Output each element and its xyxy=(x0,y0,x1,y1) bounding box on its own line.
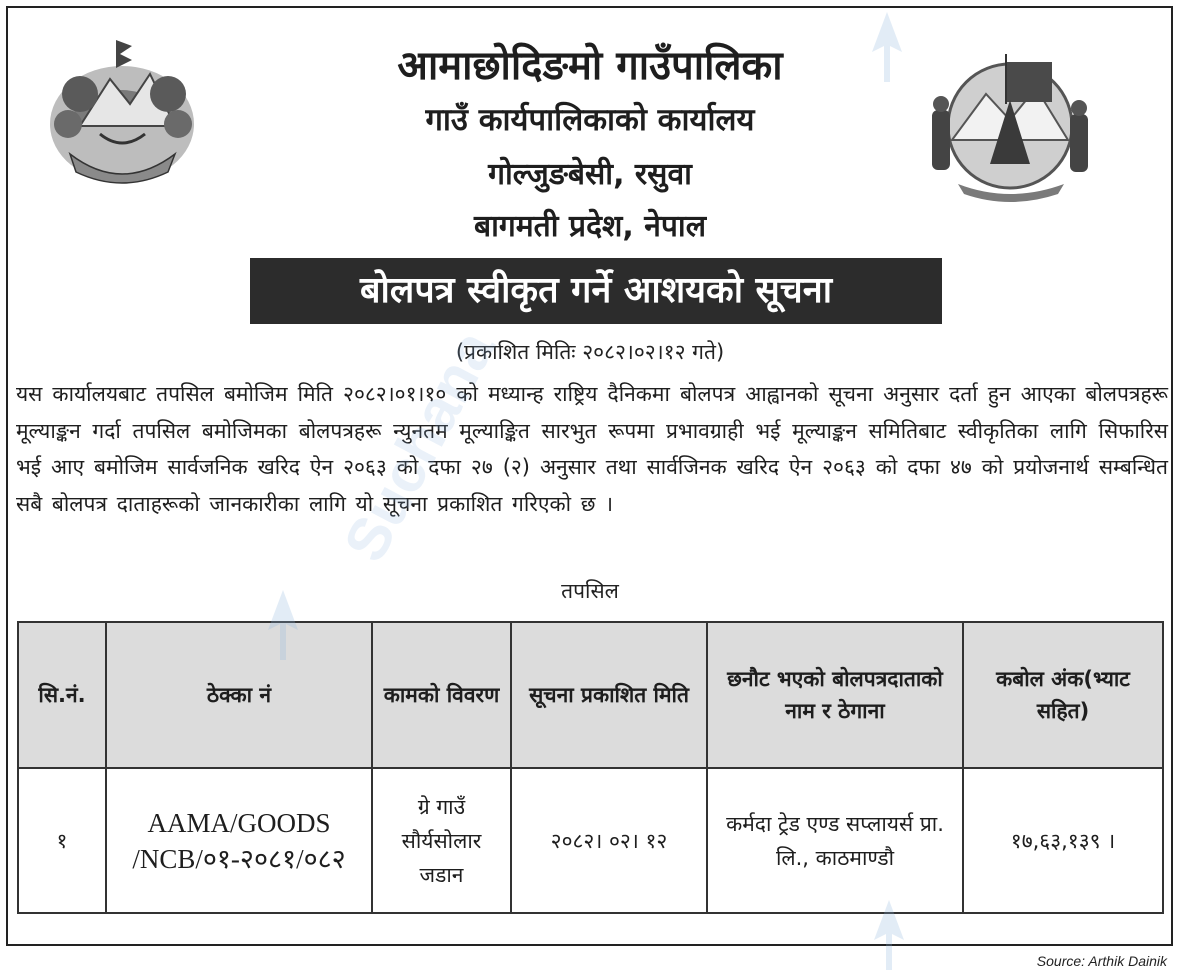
award-table xyxy=(17,621,1164,914)
cell-bid-amount: १७,६३,१३९ । xyxy=(963,768,1163,913)
municipality-logo-icon xyxy=(918,44,1098,204)
col-header-sn: सि.नं. xyxy=(18,622,106,768)
office-type: गाउँ कार्यपालिकाको कार्यालय xyxy=(425,102,755,138)
office-location: गोल्जुङबेसी, रसुवा xyxy=(488,157,692,192)
office-province: बागमती प्रदेश, नेपाल xyxy=(473,209,707,244)
table-row xyxy=(18,768,1163,913)
cell-notice-date: २०८२। ०२। १२ xyxy=(511,768,707,913)
cell-work-description: ग्रे गाउँ सौर्यसोलार जडान xyxy=(372,768,511,913)
watermark-text: Suchana xyxy=(330,319,508,572)
col-header-notice-date: सूचना प्रकाशित मिति xyxy=(511,622,707,768)
cell-sn: १ xyxy=(18,768,106,913)
schedule-label: तपसिल xyxy=(561,579,619,603)
source-credit: Source: Arthik Dainik xyxy=(1036,953,1167,969)
published-date: (प्रकाशित मितिः २०८२।०२।१२ गते) xyxy=(455,340,725,364)
cell-bidder: कर्मदा ट्रेड एण्ड सप्लायर्स प्रा. लि., काठमाण्डौ xyxy=(707,768,963,913)
col-header-bid-amount: कबोल अंक(भ्याट सहित) xyxy=(963,622,1163,768)
col-header-contract-no: ठेक्का नं xyxy=(106,622,372,768)
notice-title: बोलपत्र स्वीकृत गर्ने आशयको सूचना xyxy=(250,258,942,324)
office-name: आमाछोदिङमो गाउँपालिका xyxy=(397,43,783,89)
col-header-bidder: छनौट भएको बोलपत्रदाताको नाम र ठेगाना xyxy=(707,622,963,768)
cell-contract-no: AAMA/GOODS /NCB/०१-२०८१/०८२ xyxy=(106,768,372,913)
table-header-row xyxy=(18,622,1163,768)
col-header-work-description: कामको विवरण xyxy=(372,622,511,768)
notice-body: यस कार्यालयबाट तपसिल बमोजिम मिति २०८२।०१।१० को मध्यान्ह राष्ट्रिय दैनिकमा बोलपत्र आह्वानको सूचना अनुसार दर्ता हुन आएका बोलपत्रहरू मूल्याङ्कन गर्दा तपसिल बमोजिमका बोलपत्रहरू न्युनतम मूल्याङ्कित सारभुत रूपमा प्रभावग्राही भई मूल्याङ्कन समितिबाट स्वीकृतिका लागि सिफारिस भई आए बमोजिम सार्वजनिक खरिद ऐन २०६३ को दफा २७ (२) अनुसार तथा सार्वजिनक खरिद ऐन २०६३ को दफा ४७ को प्रयोजनार्थ सम्बन्धित सबै बोलपत्र दाताहरूको जानकारीका लागि यो सूचना प्रकाशित गरिएको छ । xyxy=(16,382,1168,516)
nepal-emblem-icon xyxy=(40,34,205,194)
